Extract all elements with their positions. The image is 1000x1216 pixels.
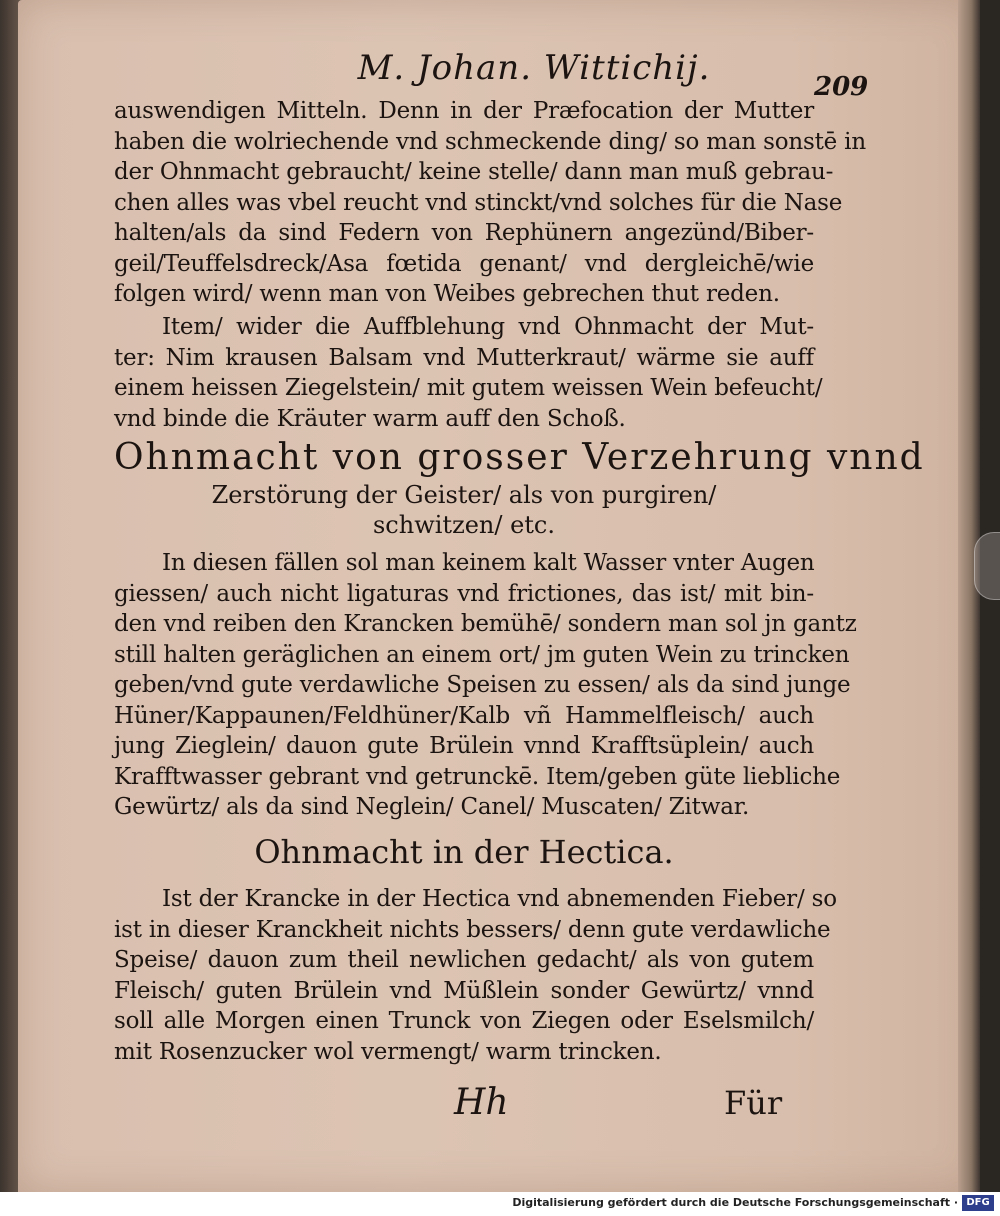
text-line: ist in dieser Kranckheit nichts bessers/ denn gute verdawliche	[114, 916, 831, 943]
page-edge	[958, 0, 980, 1192]
dfg-logo: DFG	[962, 1195, 994, 1211]
text-line: auswendigen Mitteln. Denn in der Præfocation der Mutter	[114, 98, 814, 124]
text-line: Speise/ dauon zum theil newlichen gedacht/ als von gutem	[114, 947, 814, 973]
text-line: Item/ wider die Auffblehung vnd Ohnmacht der Mut-	[162, 314, 814, 340]
text-line: giessen/ auch nicht ligaturas vnd frictiones, das ist/ mit bin-	[114, 580, 814, 607]
text-line: chen alles was vbel reucht vnd stinckt/vnd solches für die Nase	[114, 189, 843, 216]
paragraph-4	[114, 884, 837, 1067]
paragraph-3	[114, 548, 857, 823]
page-tab	[974, 532, 1000, 600]
funding-note: Digitalisierung gefördert durch die Deutsche Forschungsgemeinschaft ·	[512, 1196, 958, 1209]
text-line: halten/als da sind Federn von Rephünern angezünd/Biber-	[114, 220, 814, 246]
text-line: ter: Nim krausen Balsam vnd Mutterkraut/ wärme sie auff	[114, 344, 814, 371]
text-line: Fleisch/ guten Brülein vnd Müßlein sonder Gewürtz/ vnnd	[114, 977, 814, 1004]
running-head: M. Johan. Wittichij.	[357, 48, 711, 88]
heading-1	[114, 436, 925, 540]
text-line: geben/vnd gute verdawliche Speisen zu essen/ als da sind junge	[114, 672, 851, 698]
text-line: folgen wird/ wenn man von Weibes gebrechen thut reden.	[114, 281, 780, 307]
heading-2	[114, 832, 814, 872]
section-heading: Ohnmacht in der Hectica.	[254, 833, 674, 871]
text-line: vnd binde die Kräuter warm auff den Schoß.	[114, 405, 626, 432]
section-heading-line: Zerstörung der Geister/ als von purgiren/	[211, 481, 717, 509]
text-line: haben die wolriechende vnd schmeckende ding/ so man sonstē in	[114, 128, 866, 155]
text-line: den vnd reiben den Krancken bemühē/ sondern man sol jn gantz	[114, 611, 857, 637]
book-page	[18, 0, 980, 1192]
text-line: einem heissen Ziegelstein/ mit gutem weissen Wein befeucht/	[114, 375, 823, 401]
catchword: Für	[724, 1084, 783, 1122]
text-line: Gewürtz/ als da sind Neglein/ Canel/ Muscaten/ Zitwar.	[114, 794, 750, 820]
text-line: soll alle Morgen einen Trunck von Ziegen oder Eselsmilch/	[114, 1008, 814, 1034]
text-line: Hüner/Kappaunen/Feldhüner/Kalb vñ Hammelfleisch/ auch	[114, 702, 814, 729]
text-line: Krafftwasser gebrant vnd getrunckē. Item/geben güte liebliche	[114, 763, 841, 790]
paragraph-2	[114, 312, 823, 434]
section-heading-line: schwitzen/ etc.	[372, 511, 555, 539]
text-line: geil/Teuffelsdreck/Asa fœtida genant/ vnd dergleichē/wie	[114, 250, 814, 277]
section-heading: Ohnmacht von grosser Verzehrung vnnd	[114, 437, 925, 478]
page-number: 209	[814, 72, 869, 102]
paragraph-1	[114, 96, 866, 310]
footer	[0, 1192, 1000, 1216]
signature-mark: Hh	[454, 1082, 509, 1123]
text-line: In diesen fällen sol man keinem kalt Wasser vnter Augen	[162, 550, 815, 576]
text-line: still halten geräglichen an einem ort/ jm guten Wein zu trincken	[114, 641, 850, 668]
text-line: Ist der Krancke in der Hectica vnd abnemenden Fieber/ so	[162, 886, 837, 912]
text-line: jung Zieglein/ dauon gute Brülein vnnd Krafftsüplein/ auch	[114, 733, 814, 759]
text-line: mit Rosenzucker wol vermengt/ warm trincken.	[114, 1038, 662, 1065]
text-line: der Ohnmacht gebraucht/ keine stelle/ dann man muß gebrau-	[114, 159, 834, 185]
